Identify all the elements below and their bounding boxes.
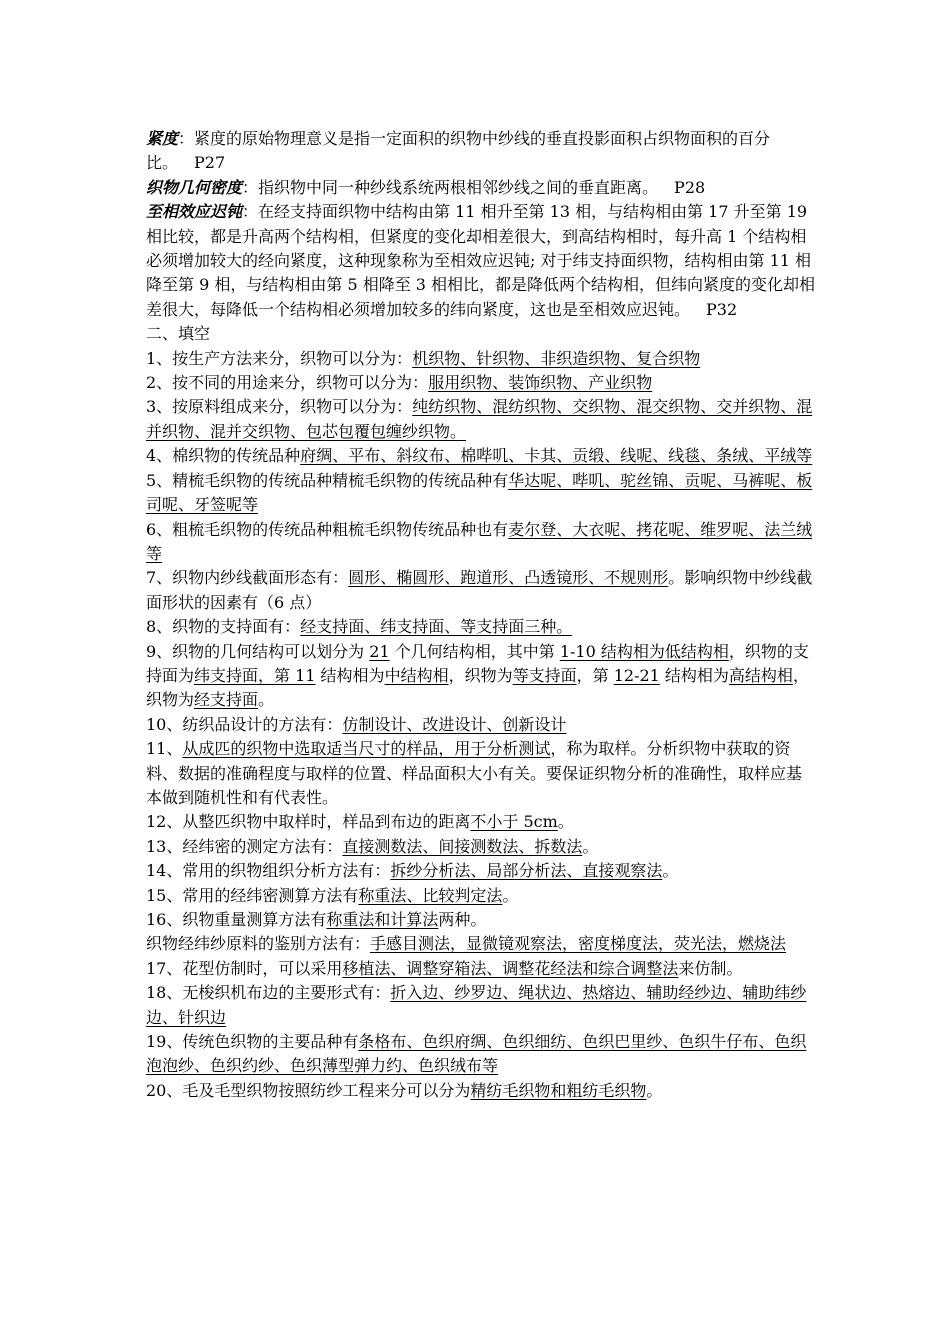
question-text: 15、常用的经纬密测算方法有 (146, 885, 359, 905)
fill-in-item (146, 884, 816, 908)
answer-text: 12-21 (613, 665, 660, 685)
fill-in-item (146, 932, 816, 956)
question-text: 13、经纬密的测定方法有： (146, 836, 343, 856)
answer-text: 机织物、针织物、非织造织物、复合织物 (412, 348, 701, 368)
question-text: 。影响织物中纱线截面形状的因素有（6 点） (146, 568, 813, 612)
definition-colon: ： (242, 177, 259, 197)
question-text: 9、织物的几何结构可以划分为 (146, 641, 370, 661)
question-text: 。 (557, 812, 574, 832)
definition-text: 指织物中同一种纱线系统两根相邻纱线之间的垂直距离。 (258, 177, 659, 197)
question-text: ，称为取样。分析织物中获取的资料、数据的准确程度与取样的位置、样品面积大小有关。要保证织物分析的准确性，取样应基本做到随机性和有代表性。 (146, 739, 803, 807)
question-text: 。 (582, 836, 599, 856)
fill-in-item (146, 566, 816, 615)
fill-in-item (146, 640, 816, 713)
fill-in-item (146, 810, 816, 834)
answer-text: 移植法、调整穿箱法、调整花经法和综合调整法 (342, 958, 679, 978)
question-text: ，第 (576, 665, 614, 685)
definition-term: 织物几何密度 (146, 177, 243, 197)
answer-text: 折入边、纱罗边、绳状边、热熔边、辅助经纱边、辅助纬纱边、针织边 (146, 983, 807, 1027)
fill-in-item (146, 981, 816, 1030)
question-text: 18、无梭织机布边的主要形式有： (146, 983, 391, 1003)
question-text: 结构相为 (315, 665, 385, 685)
answer-text: 等支持面 (512, 665, 577, 685)
question-text: 11、 (146, 739, 183, 759)
answer-text: 服用织物、装饰织物、产业织物 (428, 373, 653, 393)
answer-text: 直接测数法、间接测数法、拆数法 (342, 836, 583, 856)
question-text: 19、传统色织物的主要品种有 (146, 1032, 359, 1052)
definition-text: 在经支持面织物中结构由第 11 相升至第 13 相，与结构相由第 17 升至第 19 相比较，都是升高两个结构相，但紧度的变化却相差很大，到高结构相时，每升高 1 个结构相必须增加较大的经向紧度，这种现象称为至相效应迟钝; 对于纬支持面织物，结构相由第 11 相降至第 9 相，与结构相由第 5 相降至 3 相相比，都是降低两个结构相，但纬向紧度的变化却相差很大，每降低一个结构相必须增加较多的纬向紧度，这也是至相效应迟钝。 (146, 202, 816, 319)
answer-text: 华达呢、哔叽、驼丝锦、贡呢、马裤呢、板司呢、牙签呢等 (146, 470, 813, 515)
answer-text: 经支持面 (194, 690, 259, 710)
question-text: 两种。 (438, 910, 487, 929)
answer-text: 仿制设计、改进设计、创新设计 (342, 714, 567, 734)
question-text: 来仿制。 (678, 958, 743, 978)
answer-text: 手感目测法，显微镜观察法，密度梯度法，荧光法，燃烧法 (370, 934, 787, 954)
fill-in-item (146, 371, 816, 395)
fill-in-item (146, 444, 816, 468)
page-reference: P32 (706, 299, 738, 319)
fill-in-item (146, 835, 816, 859)
definition-text: 紧度的原始物理意义是指一定面积的织物中纱线的垂直投影面积占织物面积的百分比。 (146, 129, 771, 173)
answer-text: 经支持面、纬支持面、等支持面三种。 (300, 617, 573, 637)
fill-in-item (146, 469, 816, 518)
question-text: 8、织物的支持面有： (146, 617, 301, 637)
answer-text: 府绸、平布、斜纹布、棉哔叽、卡其、贡缎、线呢、线毯、条绒、平绒等 (300, 446, 813, 466)
answer-text: 高结构相 (728, 665, 793, 685)
definition-term: 至相效应迟钝 (146, 202, 243, 222)
question-text: ，织物为 (448, 665, 513, 685)
fill-in-item (146, 1030, 816, 1079)
section-heading: 二、填空 (146, 324, 211, 344)
question-text: 14、常用的织物组织分析方法有： (146, 861, 391, 881)
answer-text: 1-10 结构相为低结构相 (559, 641, 729, 661)
question-text: 10、纺织品设计的方法有： (146, 714, 343, 734)
definition-colon: ： (242, 202, 259, 222)
fill-in-item (146, 518, 816, 567)
question-text: 。 (502, 885, 519, 905)
definition-paragraph (146, 176, 816, 200)
definition-paragraph (146, 200, 816, 322)
fill-in-list (146, 347, 816, 1104)
definition-term: 紧度 (146, 129, 179, 148)
fill-in-item (146, 1079, 816, 1103)
question-text: 3、按原料组成来分，织物可以分为： (146, 397, 413, 417)
question-text: 结构相为 (659, 665, 729, 685)
question-text: 5、精梳毛织物的传统品种精梳毛织物的传统品种有 (146, 470, 509, 490)
fill-in-item (146, 859, 816, 883)
question-text: 20、毛及毛型织物按照纺纱工程来分可以分为 (146, 1080, 471, 1100)
answer-text: 称重法和计算法 (326, 910, 439, 929)
fill-in-item (146, 737, 816, 810)
question-text: ，织物的支持面为 (146, 641, 809, 685)
question-text: 17、花型仿制时，可以采用 (146, 958, 343, 978)
fill-in-item (146, 395, 816, 444)
page-reference: P28 (674, 177, 706, 197)
question-text: 6、粗梳毛织物的传统品种粗梳毛织物传统品种也有 (146, 519, 509, 539)
answer-text: 条格布、色织府绸、色织细纺、色织巴里纱、色织牛仔布、色织泡泡纱、色织约纱、色织薄型弹力约、色织绒布等 (146, 1032, 807, 1076)
answer-text: 纬支持面，第 11 (194, 665, 316, 685)
definition-colon: ： (178, 129, 195, 148)
answer-text: 21 (369, 641, 390, 661)
document-body (146, 127, 816, 1103)
question-text: 4、棉织物的传统品种 (146, 446, 301, 466)
question-text: 个几何结构相，其中第 (389, 641, 560, 661)
question-text: 。 (662, 861, 679, 881)
answer-text: 精纺毛织物和粗纺毛织物 (470, 1080, 647, 1100)
question-text: 16、织物重量测算方法有 (146, 910, 327, 929)
question-text: 。 (258, 690, 275, 710)
answer-text: 拆纱分析法、局部分析法、直接观察法 (390, 861, 663, 881)
question-text: 2、按不同的用途来分，织物可以分为： (146, 373, 429, 393)
question-text: 7、织物内纱线截面形态有： (146, 568, 349, 588)
answer-text: 圆形、椭圆形、跑道形、凸透镜形、不规则形 (348, 568, 669, 588)
question-text: 12、从整匹织物中取样时，样品到布边的距离 (146, 812, 471, 832)
answer-text: 麦尔登、大衣呢、拷花呢、维罗呢、法兰绒等 (146, 519, 813, 563)
fill-in-item (146, 615, 816, 639)
question-text: ，织物为 (146, 665, 809, 710)
question-text: 。 (646, 1080, 663, 1100)
question-text: 1、按生产方法来分，织物可以分为： (146, 348, 413, 368)
fill-in-item (146, 713, 816, 737)
fill-in-item (146, 347, 816, 371)
answer-text: 从成匹的织物中选取适当尺寸的样品，用于分析测试 (182, 739, 551, 759)
answer-text: 称重法、比较判定法 (358, 885, 503, 905)
question-text: 织物经纬纱原料的鉴别方法有： (146, 934, 371, 954)
fill-in-item (146, 957, 816, 981)
page-reference: P27 (194, 153, 226, 173)
answer-text: 不小于 5cm (470, 812, 558, 832)
fill-in-item (146, 908, 816, 932)
answer-text: 中结构相 (384, 665, 449, 685)
definition-paragraph (146, 127, 816, 176)
answer-text: 纯纺织物、混纺织物、交织物、混交织物、交并织物、混并织物、混并交织物、包芯包覆包缠纱织物。 (146, 397, 813, 441)
